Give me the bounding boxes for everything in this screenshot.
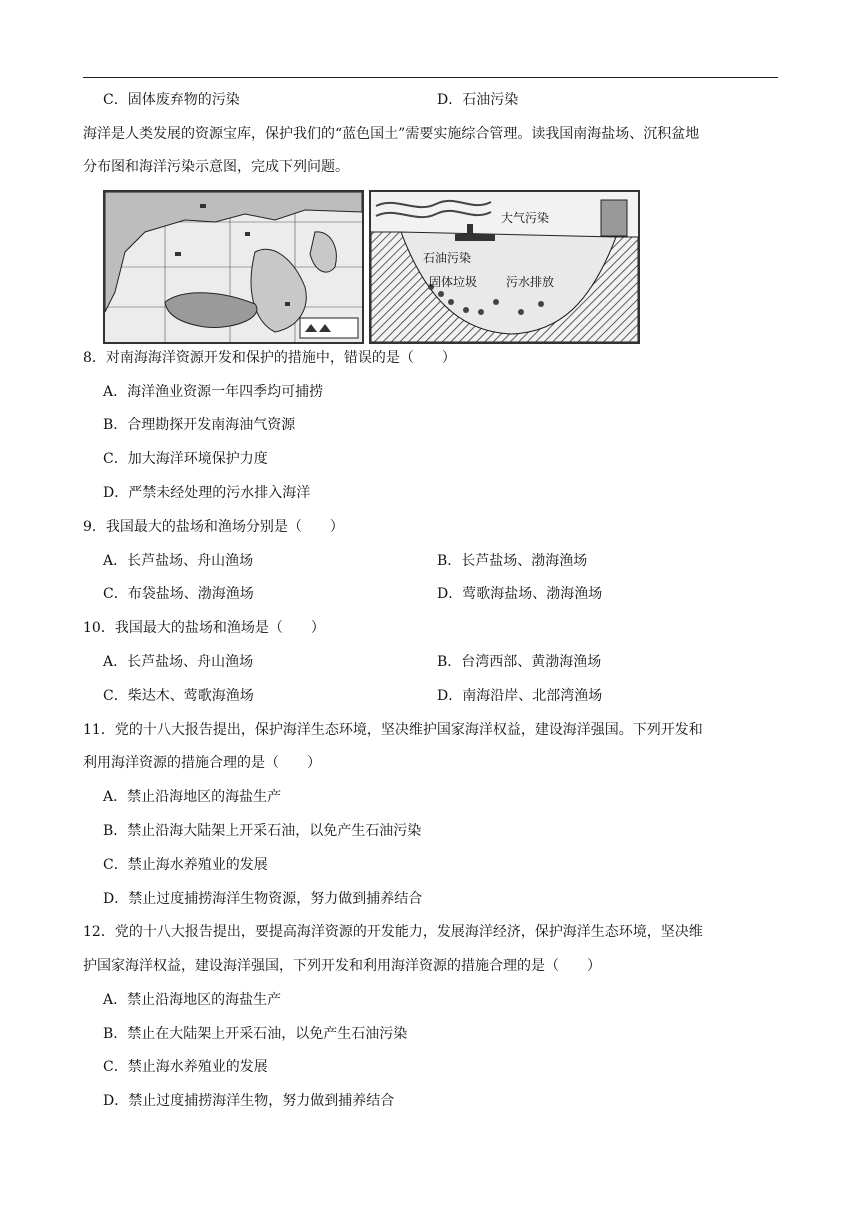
q12-stem-line-2: 护国家海洋权益，建设海洋强国，下列开发和利用海洋资源的措施合理的是（ ）: [83, 958, 601, 974]
q8-option-d: D．严禁未经处理的污水排入海洋: [103, 485, 311, 501]
q11-option-a: A．禁止沿海地区的海盐生产: [103, 789, 282, 805]
south-sea-map: [105, 192, 362, 342]
q12-option-b: B．禁止在大陆架上开采石油，以免产生石油污染: [103, 1026, 408, 1042]
ocean-pollution-figure: [369, 190, 640, 344]
q8-option-a: A．海洋渔业资源一年四季均可捕捞: [103, 384, 324, 400]
q11-stem-line-2: 利用海洋资源的措施合理的是（ ）: [83, 755, 321, 771]
q9-stem: 9．我国最大的盐场和渔场分别是（ ）: [83, 519, 344, 535]
q10-option-c: C．柴达木、莺歌海渔场: [103, 688, 254, 704]
q10-stem: 10．我国最大的盐场和渔场是（ ）: [83, 620, 325, 636]
label-solid-waste: 固体垃圾: [429, 275, 478, 289]
q9-option-c: C．布袋盐场、渤海渔场: [103, 586, 254, 602]
q9-option-a: A．长芦盐场、舟山渔场: [103, 553, 254, 569]
q9-option-b: B．长芦盐场、渤海渔场: [437, 553, 588, 569]
q8-option-c: C．加大海洋环境保护力度: [103, 451, 268, 467]
south-sea-map-figure: [103, 190, 364, 344]
q12-option-a: A．禁止沿海地区的海盐生产: [103, 992, 282, 1008]
q7-option-d: D．石油污染: [437, 92, 519, 108]
label-oil-pollution: 石油污染: [423, 251, 472, 265]
intro-line-1: 海洋是人类发展的资源宝库，保护我们的“蓝色国土”需要实施综合管理。读我国南海盐场、沉积盆地: [83, 126, 700, 142]
label-air-pollution: 大气污染: [501, 211, 550, 225]
q10-option-d: D．南海沿岸、北部湾渔场: [437, 688, 603, 704]
q10-option-b: B．台湾西部、黄渤海渔场: [437, 654, 602, 670]
intro-line-2: 分布图和海洋污染示意图，完成下列问题。: [83, 159, 349, 175]
q12-option-d: D．禁止过度捕捞海洋生物，努力做到捕养结合: [103, 1093, 395, 1109]
ocean-pollution-diagram: [371, 192, 638, 342]
q9-option-d: D．莺歌海盐场、渤海渔场: [437, 586, 603, 602]
label-sewage: 污水排放: [506, 275, 555, 289]
header-rule: [83, 77, 778, 78]
q11-option-d: D．禁止过度捕捞海洋生物资源，努力做到捕养结合: [103, 891, 423, 907]
q12-option-c: C．禁止海水养殖业的发展: [103, 1059, 268, 1075]
q11-stem-line-1: 11．党的十八大报告提出，保护海洋生态环境，坚决维护国家海洋权益，建设海洋强国。下列开发和: [83, 722, 703, 738]
q10-option-a: A．长芦盐场、舟山渔场: [103, 654, 254, 670]
q11-option-c: C．禁止海水养殖业的发展: [103, 857, 268, 873]
q8-stem: 8．对南海海洋资源开发和保护的措施中，错误的是（ ）: [83, 350, 456, 366]
q7-option-c: C．固体废弃物的污染: [103, 92, 240, 108]
q11-option-b: B．禁止沿海大陆架上开采石油，以免产生石油污染: [103, 823, 422, 839]
q8-option-b: B．合理勘探开发南海油气资源: [103, 417, 296, 433]
q12-stem-line-1: 12．党的十八大报告提出，要提高海洋资源的开发能力，发展海洋经济，保护海洋生态环境，坚决维: [83, 924, 703, 940]
